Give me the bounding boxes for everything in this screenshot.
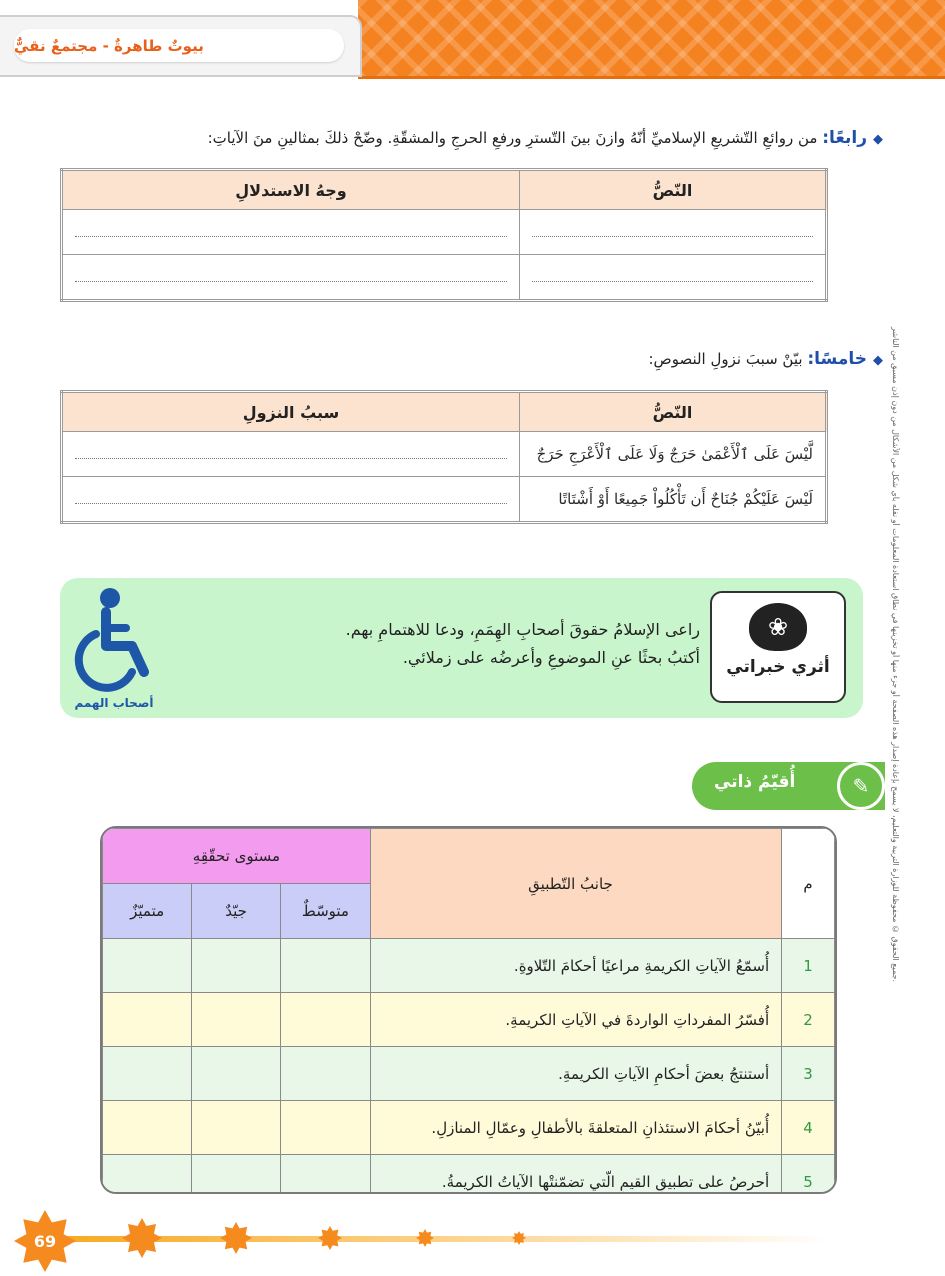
rating-cell-excellent[interactable] [103,939,192,993]
self-eval-badge-label: أُقيّمُ ذاتي [714,772,796,792]
section5-col-text: النّصُّ [520,392,827,432]
level-average: متوسّطٌ [280,884,370,939]
wheelchair-icon [68,584,160,712]
diamond-bullet-icon: ◆ [873,353,883,368]
page-number: 69 [33,1231,57,1251]
header-tab [0,15,362,77]
section5-col-reason: سببُ النزولِ [62,392,520,432]
enrich-badge-label: أثري خبراتي [726,657,830,677]
self-eval-table [100,826,837,1194]
section4-col-reason: وجهُ الاستدلالِ [62,170,520,210]
row-number: 3 [782,1047,835,1101]
rating-cell-excellent[interactable] [103,1155,192,1195]
level-good: جيّدٌ [192,884,281,939]
brain-icon: ❀ [749,603,807,651]
section5-label: خامسًا: [807,349,867,369]
diamond-bullet-icon: ◆ [873,132,883,147]
enrichment-text [200,616,700,672]
table-row [103,1101,835,1155]
level-excellent: متميّزٌ [103,884,192,939]
section5-answer-reason-2[interactable] [62,477,520,523]
section5-answer-reason-1[interactable] [62,432,520,477]
rating-cell-good[interactable] [192,1047,281,1101]
unit-title: بيوتٌ طاهرةٌ - مجتمعٌ نقيٌّ [14,29,344,62]
star-decoration-icon [512,1231,526,1245]
rating-cell-average[interactable] [280,993,370,1047]
section4-text: من روائعِ التّشريعِ الإسلاميِّ أنّهُ وازنَ بينَ التّسترِ ورفعِ الحرجِ والمشقّةِ. وضّحْ ذلكَ بمثالينِ منَ الآياتِ: [207,129,818,147]
rating-cell-average[interactable] [280,1101,370,1155]
enrichment-line-2: أكتبُ بحثًا عنِ الموضوعِ وأعرضُه على زملائي. [402,648,700,667]
rating-cell-good[interactable] [192,939,281,993]
rating-cell-good[interactable] [192,1155,281,1195]
rating-cell-excellent[interactable] [103,1047,192,1101]
pencil-document-icon: ✎ [837,762,885,810]
verse-2: لَيْسَ عَلَيْكُمْ جُنَاحٌ أَن تَأْكُلُواْ جَمِيعًا أَوْ أَشْتَاتًا [520,477,827,523]
table-row [103,1047,835,1101]
row-number: 4 [782,1101,835,1155]
col-aspect-header: جانبُ التّطبيقِ [370,829,781,939]
table-row [103,993,835,1047]
row-number: 5 [782,1155,835,1195]
section4-answer-text-2[interactable] [520,255,827,301]
copyright-vertical-text: جميع الحقوق © محفوظة للوزارة التربية والتعليم، لا يسمح بإعادة إصدار هذه الصفحة أو جزء منها أو تخزينها في نطاق استعادة المعلومات أو نقله بأي شكل من الأشكال من دون إذن مسبق من الناشر. [891,327,900,983]
footer-decoration-line [50,1236,830,1242]
section4-question [208,128,883,148]
section4-col-text: النّصُّ [520,170,827,210]
star-decoration-icon [220,1222,252,1254]
row-aspect: أحرصُ على تطبيقِ القيمِ الّتي تضمّنتْها الآياتُ الكريمةُ. [370,1155,781,1195]
rating-cell-excellent[interactable] [103,1101,192,1155]
verse-1: لَّيْسَ عَلَى ٱلْأَعْمَىٰ حَرَجٌ وَلَا عَلَى ٱلْأَعْرَجِ حَرَجٌ [520,432,827,477]
section4-answer-reason-1[interactable] [62,210,520,255]
col-level-header: مستوى تحقّقِهِ [103,829,371,884]
table-row [103,939,835,993]
section5-text: بيّنْ سببَ نزولِ النصوصِ: [648,350,803,368]
table-row [103,1155,835,1195]
rating-cell-average[interactable] [280,1155,370,1195]
enrichment-box [60,578,863,718]
enrichment-line-1: راعى الإسلامُ حقوقَ أصحابِ الهِمَمِ، ودعا للاهتمامِ بهم. [345,620,700,639]
rating-cell-average[interactable] [280,1047,370,1101]
wheelchair-graphic [68,584,160,692]
col-m-header: م [782,829,835,939]
rating-cell-good[interactable] [192,1101,281,1155]
wheelchair-caption: أصحاب الهمم [74,696,154,710]
rating-cell-average[interactable] [280,939,370,993]
rating-cell-excellent[interactable] [103,993,192,1047]
enrich-badge [710,591,846,703]
section5-question [649,349,884,369]
section5-table [60,390,828,524]
row-aspect: أُبيّنُ أحكامَ الاستئذانِ المتعلقةَ بالأطفالِ وعمّالِ المنازلِ. [370,1101,781,1155]
star-decoration-icon [318,1226,342,1250]
row-aspect: أُفسّرُ المفرداتِ الواردةَ في الآياتِ الكريمةِ. [370,993,781,1047]
row-aspect: أُسمّعُ الآياتِ الكريمةِ مراعيًا أحكامَ التّلاوةِ. [370,939,781,993]
star-decoration-icon [416,1229,434,1247]
rating-cell-good[interactable] [192,993,281,1047]
section4-table [60,168,828,302]
header-pattern-band [358,0,945,79]
self-eval-badge [692,762,885,810]
section4-label: رابعًا: [822,128,867,148]
section4-answer-reason-2[interactable] [62,255,520,301]
star-decoration-icon [122,1218,162,1258]
row-number: 1 [782,939,835,993]
row-number: 2 [782,993,835,1047]
row-aspect: أستنتجُ بعضَ أحكامِ الآياتِ الكريمةِ. [370,1047,781,1101]
section4-answer-text-1[interactable] [520,210,827,255]
